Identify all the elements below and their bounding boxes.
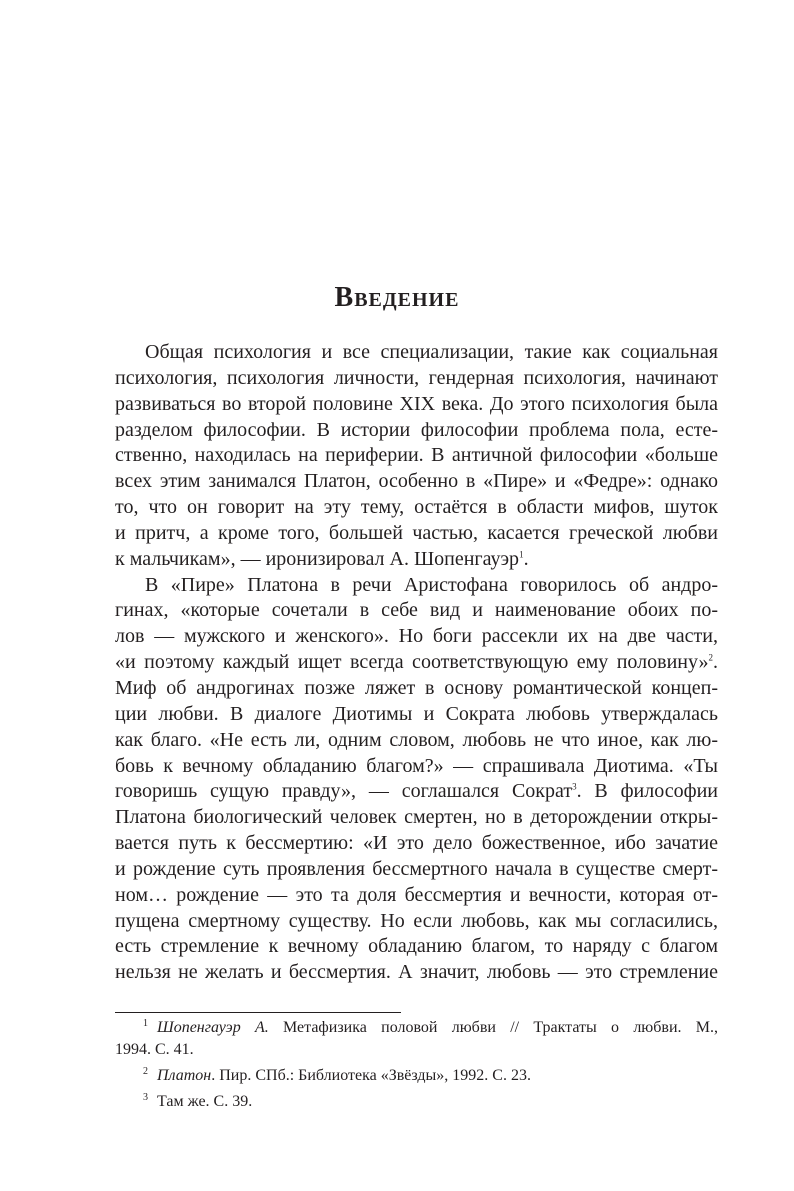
text-line: ции любви. В диалоге Диотимы и Сократа любовь утверждалась — [115, 702, 718, 725]
footnote-3: $^3$ Там же. С. 39. — [143, 1091, 253, 1110]
text-line: говоришь сущую правду», — соглашался Сократ$^3$. В философии — [115, 780, 718, 803]
chapter-title: Введение — [334, 282, 460, 313]
body-text — [115, 340, 718, 986]
footnotes — [115, 1017, 718, 1113]
footnote-author: Шопенгауэр А. — [157, 1019, 269, 1036]
text-line: всех этим занимался Платон, особенно в «Пире» и «Федре»: однако — [115, 470, 718, 493]
text-line: вается путь к бессмертию: «И это дело божественное, ибо зачатие — [115, 832, 718, 855]
footnote-2: $^2$ Платон. Пир. СПб.: Библиотека «Звёзды», 1992. С. 23. — [143, 1065, 531, 1084]
footnote-ref: 1 — [519, 549, 524, 560]
text-line: Миф об андрогинах позже ляжет в основу романтической концеп- — [115, 676, 718, 699]
text-line: пущена смертному существу. Но если любовь, как мы согласились, — [115, 909, 718, 932]
footnote-number: 2 — [143, 1065, 148, 1077]
text-line: как благо. «Не есть ли, одним словом, любовь не что иное, как лю- — [115, 728, 718, 751]
text-line: лов — мужского и женского». Но боги рассекли их на две части, — [115, 625, 718, 648]
text-line: к мальчикам», — иронизировал А. Шопенгауэр$^1$. — [115, 547, 529, 570]
footnote-ref: 2 — [708, 652, 713, 663]
text-line: ном… рождение — это та доля бессмертия и вечности, которая от- — [115, 883, 718, 906]
footnote-1: $^1$ Шопенгауэр А. Метафизика половой любви // Трактаты о любви. М., — [143, 1017, 718, 1036]
footnote-number: 1 — [143, 1017, 148, 1029]
text-line: гинах, «которые сочетали в себе вид и наименование обоих по- — [115, 599, 718, 622]
footnote-author: Платон — [157, 1067, 212, 1084]
footnote-1-continued: 1994. С. 41. — [115, 1041, 194, 1058]
text-line: Общая психология и все специализации, такие как социальная — [145, 341, 718, 363]
footnote-number: 3 — [143, 1091, 148, 1103]
text-line: и рождение суть проявления бессмертного начала в существе смерт- — [115, 857, 718, 880]
text-line: разделом философии. В истории философии проблема пола, есте- — [115, 418, 718, 441]
text-line: развиваться во второй половине XIX века. До этого психология была — [115, 392, 718, 415]
text-line: нельзя не желать и бессмертия. А значит, любовь — это стремление — [115, 961, 718, 984]
footnote-divider — [115, 1012, 401, 1013]
text-line: В «Пире» Платона в речи Аристофана говорилось об андро- — [145, 573, 718, 596]
text-line: есть стремление к вечному обладанию благом, то наряду с благом — [115, 935, 718, 958]
text-line: то, что он говорит на эту тему, остаётся в области мифов, шуток — [115, 496, 718, 519]
footnote-ref: 3 — [572, 781, 577, 792]
text-line: Платона биологический человек смертен, но в деторождении откры- — [115, 806, 718, 829]
text-line: психология, психология личности, гендерная психология, начинают — [115, 366, 718, 389]
text-line: и притч, а кроме того, большей частью, касается греческой любви — [115, 521, 718, 544]
text-line: бовь к вечному обладанию благом?» — спрашивала Диотима. «Ты — [115, 754, 718, 777]
text-line: «и поэтому каждый ищет всегда соответствующую ему половину»$^2$. — [115, 651, 718, 674]
text-line: ственно, находилась на периферии. В античной философии «больше — [115, 444, 718, 467]
